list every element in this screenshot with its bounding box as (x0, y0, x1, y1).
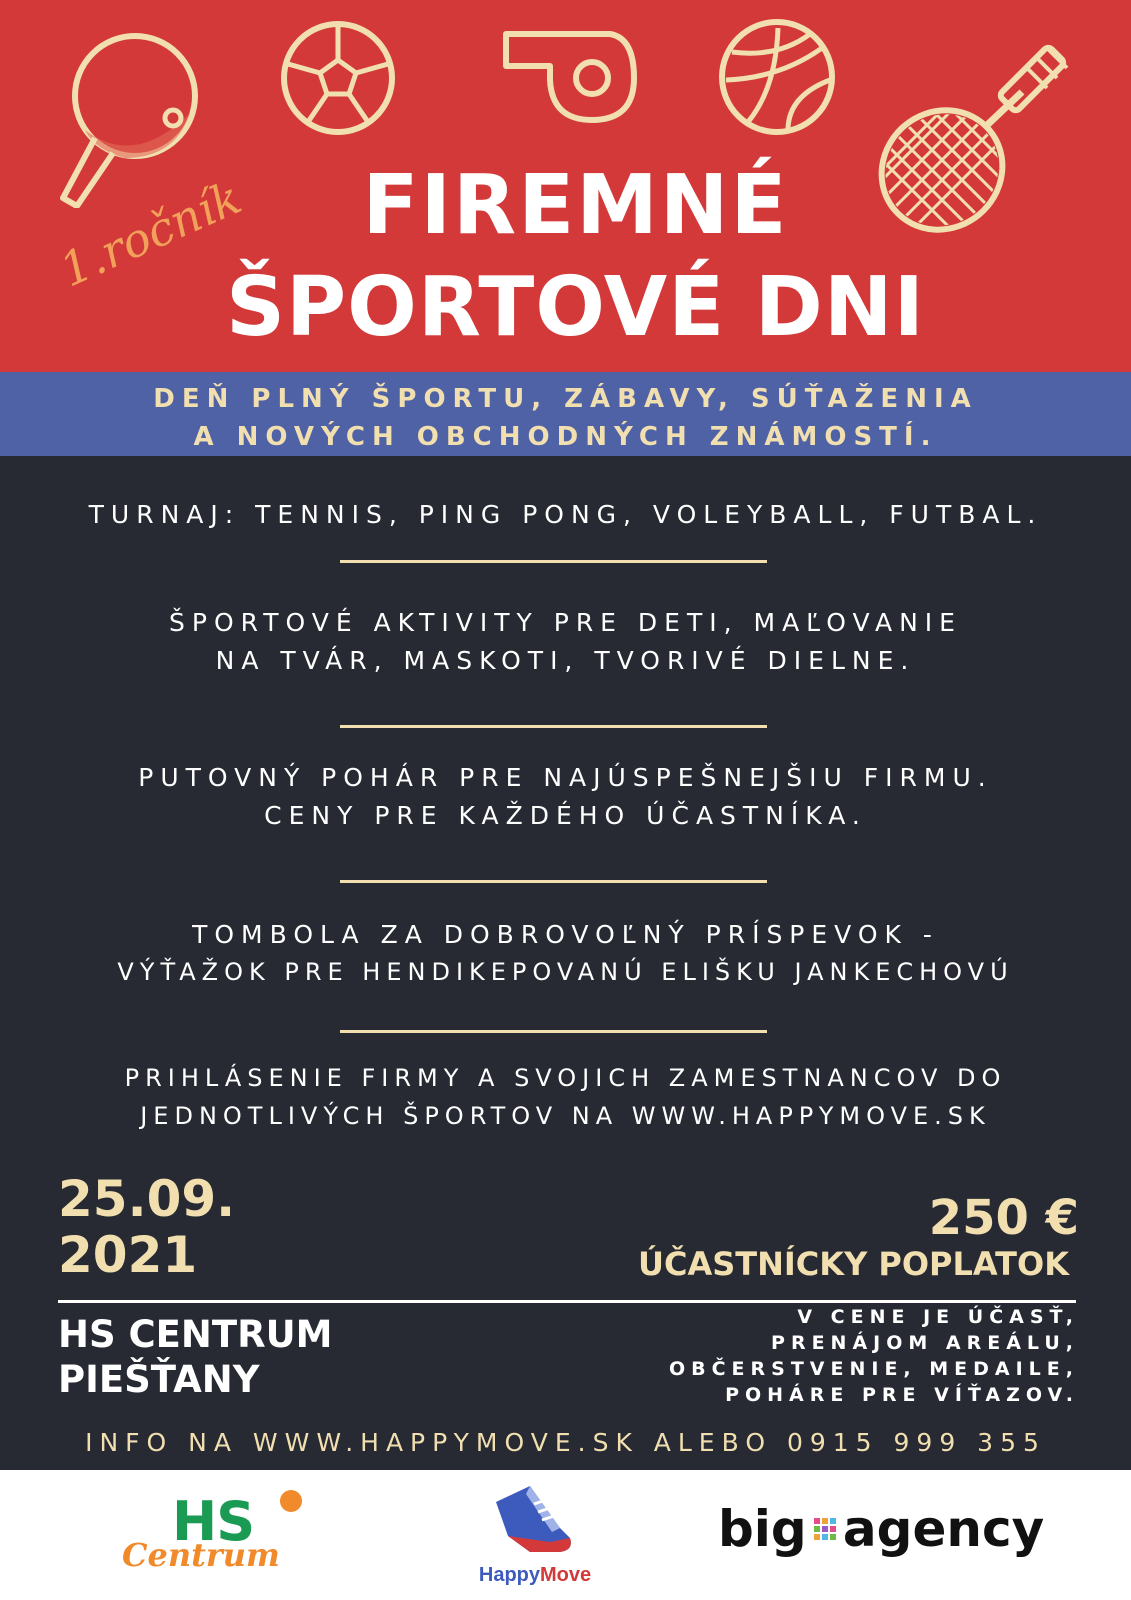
registration-line2: JEDNOTLIVÝCH ŠPORTOV NA WWW.HAPPYMOVE.SK (140, 1102, 991, 1130)
football-icon (280, 20, 396, 136)
whistle-icon (500, 28, 640, 128)
event-title-line2: ŠPORTOVÉ DNI (226, 260, 925, 355)
kids-activities-line2: NA TVÁR, MASKOTI, TVORIVÉ DIELNE. (215, 646, 916, 675)
divider (340, 560, 767, 563)
event-date-line1: 25.09. (58, 1170, 236, 1228)
price-includes-line1: V CENE JE ÚČASŤ, (797, 1306, 1079, 1328)
orange-dot-icon (280, 1490, 302, 1512)
price-includes-line2: PRENÁJOM AREÁLU, (771, 1332, 1079, 1354)
divider (58, 1300, 1076, 1303)
subtitle-line1: DEŇ PLNÝ ŠPORTU, ZÁBAVY, SÚŤAŽENIA (153, 384, 978, 414)
venue-line1: HS CENTRUM (58, 1313, 333, 1356)
colorful-squares-icon (814, 1518, 836, 1540)
edition-label: 1.ročník (52, 170, 249, 298)
hs-centrum-logo: HS Centrum (120, 1488, 310, 1588)
price-label: ÚČASTNÍCKY POPLATOK (638, 1245, 1069, 1283)
event-title-line1: FIREMNÉ (362, 158, 789, 253)
subtitle-line2: A NOVÝCH OBCHODNÝCH ZNÁMOSTÍ. (193, 422, 938, 452)
venue-line2: PIEŠŤANY (58, 1358, 260, 1401)
sneaker-icon (490, 1480, 580, 1560)
kids-activities-line1: ŠPORTOVÉ AKTIVITY PRE DETI, MAĽOVANIE (169, 608, 962, 637)
divider (340, 725, 767, 728)
volleyball-icon (718, 18, 836, 136)
price-includes-line4: POHÁRE PRE VÍŤAZOV. (725, 1384, 1079, 1406)
price-includes-line3: OBČERSTVENIE, MEDAILE, (668, 1358, 1079, 1380)
tombola-line1: TOMBOLA ZA DOBROVOĽNÝ PRÍSPEVOK - (192, 920, 939, 949)
divider (340, 880, 767, 883)
registration-line1: PRIHLÁSENIE FIRMY A SVOJICH ZAMESTNANCOV DO (124, 1064, 1007, 1092)
tombola-line2: VÝŤAŽOK PRE HENDIKEPOVANÚ ELIŠKU JANKECHOVÚ (117, 958, 1014, 986)
divider (340, 1030, 767, 1033)
bigagency-logo: big agency (718, 1500, 1045, 1558)
trophy-line1: PUTOVNÝ POHÁR PRE NAJÚSPEŠNEJŠIU FIRMU. (138, 763, 993, 792)
happymove-logo: HappyMove (470, 1480, 600, 1595)
event-date-line2: 2021 (58, 1226, 198, 1284)
tournament-text: TURNAJ: TENNIS, PING PONG, VOLEYBALL, FUTBAL. (88, 500, 1043, 529)
contact-info: INFO NA WWW.HAPPYMOVE.SK ALEBO 0915 999 355 (85, 1428, 1046, 1457)
price: 250 € (928, 1190, 1079, 1246)
trophy-line2: CENY PRE KAŽDÉHO ÚČASTNÍKA. (264, 801, 867, 830)
